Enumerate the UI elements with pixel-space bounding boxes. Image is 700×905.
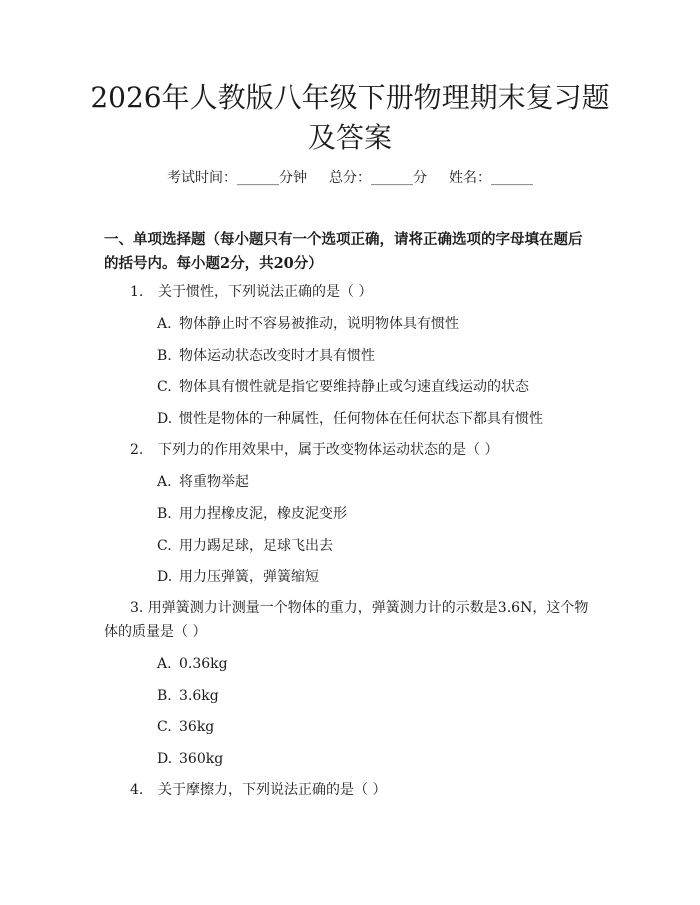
question-1-option-d <box>157 409 543 429</box>
student-name-field: 姓名：______ <box>449 170 533 186</box>
option-text: 用力踢足球，足球飞出去 <box>179 538 333 554</box>
option-letter: C. <box>157 379 172 395</box>
option-text: 将重物举起 <box>179 474 249 490</box>
option-letter: C. <box>157 538 172 554</box>
option-letter: D. <box>157 569 173 585</box>
option-text: 物体具有惯性就是指它要维持静止或匀速直线运动的状态 <box>179 379 529 395</box>
option-text: 3.6kg <box>179 688 219 704</box>
question-text: 关于惯性，下列说法正确的是（ ） <box>158 284 373 300</box>
question-3-option-b <box>157 686 219 706</box>
question-number: 1. <box>130 284 144 300</box>
question-2 <box>104 438 596 462</box>
option-text: 360kg <box>179 751 224 767</box>
question-1-option-a <box>157 314 459 334</box>
option-text: 36kg <box>179 719 215 735</box>
option-letter: D. <box>157 751 173 767</box>
question-1-option-c <box>157 377 529 397</box>
option-text: 用力捏橡皮泥，橡皮泥变形 <box>179 506 347 522</box>
exam-time-field: 考试时间：______分钟 <box>167 170 307 186</box>
option-letter: B. <box>157 348 172 364</box>
question-3: 3. 用弹簧测力计测量一个物体的重力，弹簧测力计的示数是3.6N，这个物体的质量是（ ） <box>104 600 589 640</box>
question-2-option-c <box>157 536 333 556</box>
question-3-option-a <box>157 654 228 674</box>
exam-info-line <box>0 168 700 188</box>
option-text: 用力压弹簧，弹簧缩短 <box>179 569 319 585</box>
option-letter: A. <box>157 656 172 672</box>
section-heading-single-choice: 一、单项选择题（每小题只有一个选项正确，请将正确选项的字母填在题后的括号内。每小题2分，共20分） <box>104 231 583 272</box>
total-score-field: 总分：______分 <box>329 170 427 186</box>
option-letter: A. <box>157 316 172 332</box>
document-title: 2026年人教版八年级下册物理期末复习题及答案 <box>90 81 610 154</box>
question-1-option-b <box>157 346 375 366</box>
question-text: 关于摩擦力，下列说法正确的是（ ） <box>158 782 387 798</box>
question-4 <box>104 778 596 802</box>
option-letter: A. <box>157 474 172 490</box>
question-number: 4. <box>130 782 144 798</box>
option-text: 物体运动状态改变时才具有惯性 <box>179 348 375 364</box>
option-text: 惯性是物体的一种属性，任何物体在任何状态下都具有惯性 <box>179 411 543 427</box>
question-2-option-b <box>157 504 347 524</box>
option-letter: B. <box>157 506 172 522</box>
question-2-option-d <box>157 567 319 587</box>
option-letter: C. <box>157 719 172 735</box>
option-letter: B. <box>157 688 172 704</box>
question-text: 下列力的作用效果中，属于改变物体运动状态的是（ ） <box>158 442 499 458</box>
option-letter: D. <box>157 411 173 427</box>
question-1 <box>104 280 596 304</box>
question-2-option-a <box>157 472 249 492</box>
option-text: 0.36kg <box>179 656 228 672</box>
question-3-option-d <box>157 749 223 769</box>
option-text: 物体静止时不容易被推动，说明物体具有惯性 <box>179 316 459 332</box>
question-3-option-c <box>157 717 214 737</box>
question-number: 2. <box>130 442 144 458</box>
